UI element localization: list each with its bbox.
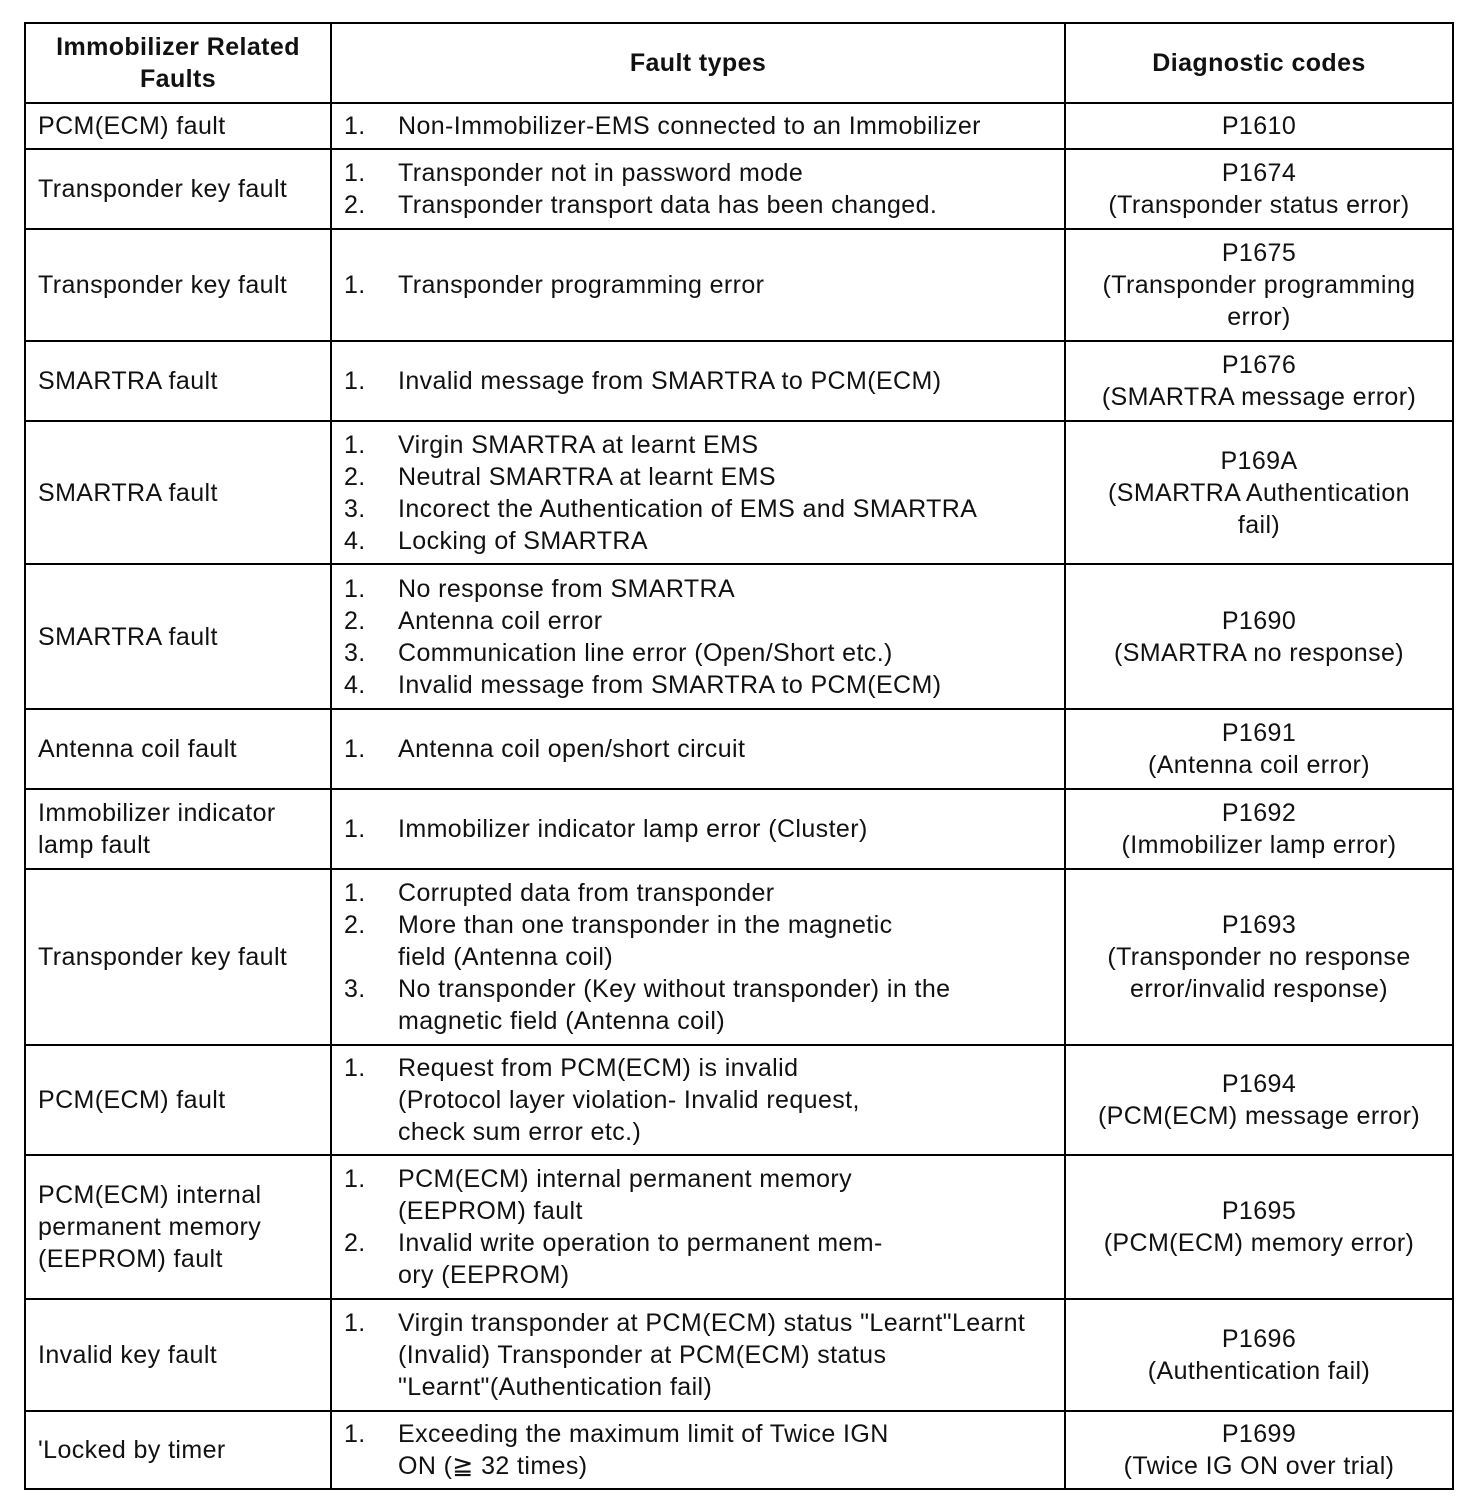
fault-types-list (344, 1052, 1054, 1148)
list-item-number: 1. (344, 159, 366, 187)
diagnostic-code: P1675 (1221, 239, 1297, 267)
list-item-text: Transponder programming error (398, 271, 765, 299)
list-item-text: Antenna coil open/short circuit (398, 735, 746, 763)
header-fault-types: Fault types (331, 23, 1065, 103)
list-item-number: 1. (344, 1420, 366, 1448)
fault-types-list (344, 1418, 1054, 1482)
fault-name: SMARTRA fault (38, 478, 218, 507)
fault-types-list (344, 157, 1054, 221)
fault-types-list (344, 429, 1054, 557)
list-item-number: 1. (344, 271, 366, 299)
fault-name-cell (25, 1155, 331, 1299)
list-item-text: Invalid message from SMARTRA to PCM(ECM) (398, 367, 942, 395)
list-item (344, 973, 1054, 1037)
header-diagnostic-codes: Diagnostic codes (1065, 23, 1453, 103)
table-row (25, 1411, 1453, 1489)
list-item (344, 733, 1054, 765)
table-row (25, 564, 1453, 709)
fault-name: Invalid key fault (38, 1341, 218, 1369)
list-item-number: 2. (344, 911, 366, 939)
diagnostic-code-description: (Transponder no response error/invalid response) (1107, 943, 1411, 1003)
list-item-number: 1. (344, 1165, 366, 1193)
diagnostic-code-cell (1065, 1299, 1453, 1411)
list-item-number: 1. (344, 1309, 366, 1337)
list-item-text: Request from PCM(ECM) is invalid (Protocol layer violation- Invalid request, check sum error etc.) (398, 1054, 860, 1146)
diagnostic-code: P1699 (1221, 1420, 1297, 1448)
fault-name: SMARTRA fault (38, 622, 218, 651)
fault-name-cell (25, 149, 331, 229)
list-item (344, 877, 1054, 909)
list-item (344, 1227, 1054, 1291)
list-item-number: 1. (344, 112, 366, 140)
fault-types-cell (331, 103, 1065, 149)
fault-name: Transponder key fault (38, 175, 288, 203)
diagnostic-code-description: (SMARTRA Authentication fail) (1108, 478, 1410, 539)
table-row (25, 869, 1453, 1045)
fault-types-cell (331, 564, 1065, 709)
diagnostic-code-description: (Twice IG ON over trial) (1123, 1452, 1395, 1480)
list-item-number: 1. (344, 430, 366, 459)
diagnostic-code: P1676 (1221, 351, 1297, 379)
diagnostic-code: P1692 (1221, 799, 1297, 827)
list-item-number: 1. (344, 815, 366, 843)
diagnostic-code: P1693 (1221, 911, 1297, 939)
diagnostic-code: P1691 (1221, 719, 1297, 747)
list-item-number: 2. (344, 462, 366, 491)
fault-name: Transponder key fault (38, 943, 288, 971)
list-item (344, 669, 1054, 701)
list-item-number: 1. (344, 879, 366, 907)
diagnostic-code-cell (1065, 149, 1453, 229)
list-item-number: 3. (344, 975, 366, 1003)
list-item (344, 1418, 1054, 1482)
table-body (25, 103, 1453, 1489)
diagnostic-code-cell (1065, 789, 1453, 869)
list-item-number: 3. (344, 494, 366, 523)
fault-table-container (24, 22, 1452, 1490)
table-row (25, 789, 1453, 869)
fault-types-cell (331, 869, 1065, 1045)
fault-name: 'Locked by timer (38, 1436, 226, 1464)
table-header-row (25, 23, 1453, 103)
diagnostic-code-description: (Transponder status error) (1108, 191, 1410, 219)
fault-types-list (344, 110, 1054, 142)
fault-name-cell (25, 1045, 331, 1155)
list-item (344, 1163, 1054, 1227)
list-item-text: Transponder transport data has been changed. (398, 191, 938, 219)
list-item-number: 2. (344, 1229, 366, 1257)
diagnostic-code-cell (1065, 421, 1453, 564)
fault-types-cell (331, 1155, 1065, 1299)
list-item (344, 269, 1054, 301)
diagnostic-code: P1610 (1221, 112, 1297, 140)
fault-name: PCM(ECM) fault (38, 1086, 226, 1114)
list-item-text: Exceeding the maximum limit of Twice IGN ON (≧ 32 times) (398, 1420, 889, 1480)
list-item (344, 493, 1054, 525)
list-item-text: Non-Immobilizer-EMS connected to an Immobilizer (398, 112, 981, 140)
list-item-number: 2. (344, 606, 366, 635)
list-item-text: More than one transponder in the magnetic field (Antenna coil) (398, 911, 893, 971)
fault-name: Immobilizer indicator lamp fault (38, 799, 276, 859)
diagnostic-code-cell (1065, 103, 1453, 149)
fault-name: Transponder key fault (38, 271, 288, 299)
list-item-number: 1. (344, 735, 366, 763)
fault-types-cell (331, 421, 1065, 564)
list-item-number: 1. (344, 574, 366, 603)
list-item-number: 4. (344, 670, 366, 699)
list-item-number: 1. (344, 1054, 366, 1082)
diagnostic-code-cell (1065, 869, 1453, 1045)
list-item-text: Immobilizer indicator lamp error (Cluster) (398, 815, 868, 843)
fault-types-cell (331, 789, 1065, 869)
list-item-text: No transponder (Key without transponder) in the magnetic field (Antenna coil) (398, 975, 951, 1035)
fault-name-cell (25, 421, 331, 564)
fault-types-list (344, 813, 1054, 845)
table-row (25, 229, 1453, 341)
fault-name-cell (25, 789, 331, 869)
fault-name-cell (25, 1299, 331, 1411)
fault-types-list (344, 733, 1054, 765)
list-item (344, 909, 1054, 973)
list-item-number: 1. (344, 367, 366, 395)
list-item-text: Invalid message from SMARTRA to PCM(ECM) (398, 670, 942, 699)
fault-types-list (344, 573, 1054, 701)
list-item-text: PCM(ECM) internal permanent memory (EEPROM) fault (398, 1165, 852, 1225)
list-item (344, 365, 1054, 397)
diagnostic-code: P169A (1220, 446, 1298, 475)
fault-types-cell (331, 341, 1065, 421)
list-item (344, 189, 1054, 221)
list-item-text: Locking of SMARTRA (398, 526, 648, 555)
table-row (25, 421, 1453, 564)
list-item-number: 3. (344, 638, 366, 667)
list-item-text: Communication line error (Open/Short etc.) (398, 638, 893, 667)
fault-types-cell (331, 1299, 1065, 1411)
diagnostic-code-description: (PCM(ECM) memory error) (1103, 1229, 1415, 1257)
fault-types-cell (331, 1045, 1065, 1155)
diagnostic-code: P1694 (1221, 1070, 1297, 1098)
list-item-text: Virgin transponder at PCM(ECM) status "Learnt"Learnt (Invalid) Transponder at PCM(ECM) status "Learnt"(Authentication fail) (398, 1309, 1026, 1401)
list-item-text: Transponder not in password mode (398, 159, 804, 187)
table-row (25, 149, 1453, 229)
list-item (344, 1052, 1054, 1148)
diagnostic-code-cell (1065, 1045, 1453, 1155)
fault-name: PCM(ECM) internal permanent memory (EEPROM) fault (38, 1181, 262, 1273)
fault-name-cell (25, 1411, 331, 1489)
list-item-text: Antenna coil error (398, 606, 603, 635)
table-row (25, 1045, 1453, 1155)
fault-name-cell (25, 564, 331, 709)
fault-types-cell (331, 149, 1065, 229)
list-item (344, 1307, 1054, 1403)
list-item-text: Invalid write operation to permanent mem- ory (EEPROM) (398, 1229, 883, 1289)
fault-types-list (344, 877, 1054, 1037)
list-item-text: Virgin SMARTRA at learnt EMS (398, 430, 759, 459)
fault-name-cell (25, 103, 331, 149)
fault-types-cell (331, 709, 1065, 789)
fault-name: PCM(ECM) fault (38, 112, 226, 140)
diagnostic-code-cell (1065, 1155, 1453, 1299)
list-item (344, 525, 1054, 557)
list-item (344, 637, 1054, 669)
fault-types-list (344, 1307, 1054, 1403)
list-item-text: No response from SMARTRA (398, 574, 736, 603)
list-item (344, 461, 1054, 493)
fault-name-cell (25, 709, 331, 789)
fault-types-list (344, 1163, 1054, 1291)
list-item-text: Incorect the Authentication of EMS and SMARTRA (398, 494, 978, 523)
list-item-text: Corrupted data from transponder (398, 879, 775, 907)
fault-name-cell (25, 229, 331, 341)
fault-types-list (344, 269, 1054, 301)
fault-name: Antenna coil fault (38, 735, 237, 763)
table-row (25, 103, 1453, 149)
diagnostic-code: P1695 (1221, 1197, 1297, 1225)
diagnostic-code: P1696 (1221, 1325, 1297, 1353)
list-item (344, 429, 1054, 461)
diagnostic-code-description: (Antenna coil error) (1148, 751, 1370, 779)
fault-name-cell (25, 341, 331, 421)
diagnostic-code-description: (Transponder programming error) (1102, 271, 1416, 331)
table-row (25, 1299, 1453, 1411)
immobilizer-fault-table (24, 22, 1454, 1490)
diagnostic-code-cell (1065, 1411, 1453, 1489)
fault-types-list (344, 365, 1054, 397)
diagnostic-code-description: (SMARTRA no response) (1114, 638, 1404, 667)
list-item-number: 4. (344, 526, 366, 555)
diagnostic-code-cell (1065, 564, 1453, 709)
diagnostic-code: P1690 (1221, 606, 1297, 635)
table-row (25, 341, 1453, 421)
diagnostic-code-description: (Authentication fail) (1147, 1357, 1371, 1385)
diagnostic-code-description: (SMARTRA message error) (1101, 383, 1417, 411)
list-item (344, 813, 1054, 845)
header-faults: Immobilizer Related Faults (25, 23, 331, 103)
diagnostic-code-cell (1065, 341, 1453, 421)
diagnostic-code-description: (PCM(ECM) message error) (1097, 1102, 1421, 1130)
list-item (344, 110, 1054, 142)
list-item (344, 605, 1054, 637)
table-row (25, 709, 1453, 789)
diagnostic-code: P1674 (1221, 159, 1297, 187)
table-row (25, 1155, 1453, 1299)
list-item (344, 573, 1054, 605)
diagnostic-code-cell (1065, 229, 1453, 341)
list-item (344, 157, 1054, 189)
fault-types-cell (331, 229, 1065, 341)
fault-name-cell (25, 869, 331, 1045)
list-item-number: 2. (344, 191, 366, 219)
diagnostic-code-cell (1065, 709, 1453, 789)
fault-types-cell (331, 1411, 1065, 1489)
fault-name: SMARTRA fault (38, 367, 218, 395)
list-item-text: Neutral SMARTRA at learnt EMS (398, 462, 776, 491)
diagnostic-code-description: (Immobilizer lamp error) (1121, 831, 1397, 859)
